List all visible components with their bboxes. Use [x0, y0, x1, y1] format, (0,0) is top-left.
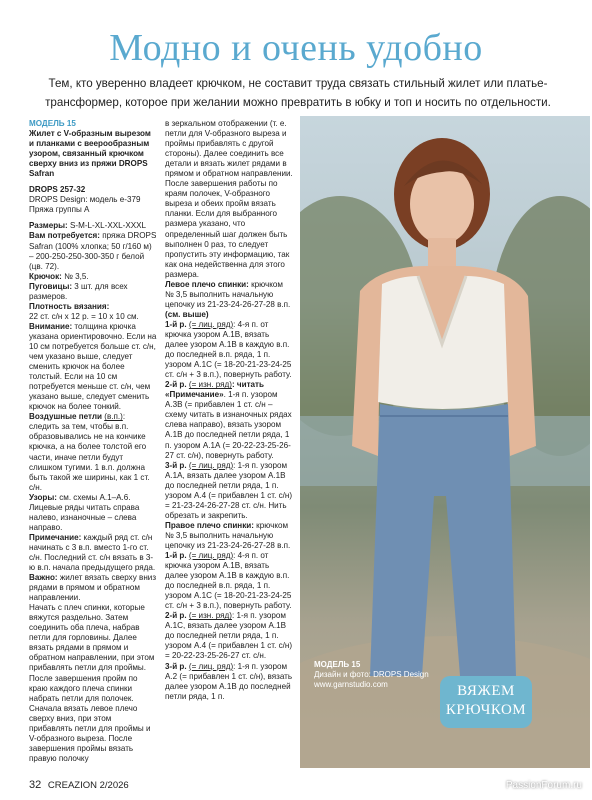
row-3-type: (= лиц. ряд) — [188, 460, 234, 470]
right-row-3-text: : 1-я п. узором А.2 (= прибавлен 1 ст. с/н), вязать далее узором А.1В до последней петли ряда, 1 п. — [165, 661, 293, 701]
air-loops-line — [29, 412, 157, 492]
right-row-2 — [165, 611, 293, 661]
materials-value: пряжа DROPS Safran (100% хлопка; 50 г/160 м) – 200-250-250-300-350 г белой (цв. 72). — [29, 231, 157, 271]
drops-design: DROPS Design: модель е-379 — [29, 195, 141, 205]
text-column-1 — [29, 119, 157, 764]
right-row-2-text: : 1-я п. узором А.1С, вязать далее узором А.1В до последней петли ряда, 1 п. узором А.4 (= прибавлен 1 ст. с/н) = 20-22-23-25-26-27 ст. с/н. — [165, 611, 293, 661]
right-row-3-type: (= лиц. ряд) — [188, 661, 234, 671]
buttons-value: 3 шт. для всех размеров. — [29, 281, 128, 301]
attention-line — [29, 322, 157, 412]
row-2-read-note: : читать «Примечание» — [165, 380, 264, 400]
sizes-value: S-M-L-XL-XXL-XXXL — [67, 221, 147, 231]
caption-model: МОДЕЛЬ 15 — [314, 660, 361, 669]
important-line — [29, 573, 157, 603]
magazine-issue: CREAZION 2/2026 — [47, 780, 129, 791]
row-2 — [165, 380, 293, 460]
page-footer — [29, 779, 129, 791]
drops-code: DROPS 257-32 — [29, 185, 86, 195]
method-paragraph: Начать с плеч спинки, которые вяжутся раздельно. Затем соединить оба плеча, набрав петли для горловины. Далее вязать рядами в прямом и обратном направлении, при этом прибавлять петли для проймы. После завершения пройм по краю каждого плеча спинки набрать петли для полочек. Сначала вязать левое плечо сверху вниз, при этом прибавлять петли для проймы и V-образного выреза. После завершения проймы вязать правую полочку — [29, 603, 155, 763]
model-heading: Жилет с V-образным вырезом и планками с веерообразным узором, связанный крючком сверху вниз из пряжи DROPS Safran — [29, 129, 151, 179]
right-row-2-label: 2-й р. — [165, 611, 187, 621]
badge-line-2: КРЮЧКОМ — [445, 702, 527, 718]
right-row-1-label: 1-й р. — [165, 551, 187, 561]
right-shoulder-label: Правое плечо спинки: — [165, 520, 254, 530]
row-1 — [165, 320, 293, 380]
patterns-label: Узоры: — [29, 492, 57, 502]
row-2-type: (= изн. ряд) — [188, 380, 232, 390]
lead-paragraph: Тем, кто уверенно владеет крючком, не составит труда связать стильный жилет или платье-трансформер, которое при желании можно превратить в юбку и топ и носить по отдельности. — [45, 77, 551, 109]
badge-line-1: ВЯЖЕМ — [457, 683, 515, 699]
right-row-3 — [165, 662, 293, 702]
important-label: Важно: — [29, 573, 58, 583]
buttons-line — [29, 282, 157, 302]
right-shoulder-intro: крючком № 3,5 выполнить начальную цепочку из 21-23-24-26-27-28 в.п. — [165, 520, 291, 550]
attention-label: Внимание: — [29, 321, 73, 331]
air-loops-value: : следить за тем, чтобы в.п. образовывались не на кончике крючка, а на более толстой его части, иначе петли будут слишком тугими. 1 в.п. должна быть такой же ширины, как 1 ст. с/н. — [29, 412, 150, 492]
text-column-2 — [165, 119, 293, 702]
row-1-label: 1-й р. — [165, 319, 187, 329]
patterns-value: см. схемы А.1–А.6. Лицевые ряды читать справа налево, изнаночные – слева направо. — [29, 492, 140, 532]
row-2-label: 2-й р. — [165, 380, 187, 390]
patterns-line — [29, 493, 157, 533]
materials-label: Вам потребуется: — [29, 231, 100, 241]
crochet-badge — [440, 676, 532, 728]
watermark: PassionForum.ru — [505, 780, 582, 791]
yarn-group: Пряжа группы А — [29, 205, 90, 215]
photo-caption — [314, 660, 434, 690]
row-3-text: : 1-я п. узором А.1А, вязать далее узором А.1В до последней петли ряда, 1 п. узором А.4 (= прибавлен 1 ст. с/н) = 21-23-24-26-27-28 ст. с/н. Нить обрезать и закрепить. — [165, 460, 293, 520]
note-line — [29, 533, 157, 573]
sizes-line — [29, 221, 157, 231]
right-shoulder-line — [165, 521, 293, 551]
caption-url: www.garnstudio.com — [314, 680, 388, 689]
air-loops-label: Воздушные петли — [29, 412, 102, 422]
page-title: Модно и очень удобно — [109, 27, 483, 69]
row-2-text: . 1-я п. узором А.3В (= прибавлен 1 ст. с/н – схему читать в изнаночных рядах слева направо), вязать узором А.1В до последней петли ряда, 1 п. узором А.1А (= 20-22-23-25-26-27 ст. с/н), повернуть работу. — [165, 390, 292, 460]
row-3-label: 3-й р. — [165, 460, 187, 470]
row-1-type: (= лиц. ряд) — [188, 319, 234, 329]
right-row-3-label: 3-й р. — [165, 661, 187, 671]
hook-value: № 3,5. — [61, 271, 89, 281]
gauge-label: Плотность вязания: — [29, 301, 110, 311]
sizes-label: Размеры: — [29, 221, 68, 231]
air-loops-abbr: (в.п.) — [104, 412, 123, 422]
right-row-2-type: (= изн. ряд) — [188, 611, 232, 621]
hook-label: Крючок: — [29, 271, 62, 281]
right-row-1 — [165, 551, 293, 611]
model-label: МОДЕЛЬ 15 — [29, 119, 76, 128]
page-number: 32 — [29, 779, 42, 791]
note-label: Примечание: — [29, 532, 82, 542]
important-value: жилет вязать сверху вниз рядами в прямом и обратном направлении. — [29, 573, 157, 603]
left-shoulder-intro: крючком № 3,5 выполнить начальную цепочку из 21-23-24-26-27-28 в.п. — [165, 279, 291, 309]
buttons-label: Пуговицы: — [29, 281, 73, 291]
right-row-1-type: (= лиц. ряд) — [188, 551, 234, 561]
materials-line — [29, 231, 157, 271]
row-1-text: : 4-я п. от крючка узором А.1В, вязать далее узором А.1В в каждую в.п. до последней в.п. ряда, 1 п. узором А.1С (= 18-20-21-23-24-25 ст. с/н + 3 в.п.), повернуть работу. — [165, 319, 292, 380]
gauge-value: 22 ст. с/н х 12 р. = 10 х 10 см. — [29, 311, 139, 321]
left-shoulder-label: Левое плечо спинки: — [165, 279, 249, 289]
right-row-1-text: : 4-я п. от крючка узором А.1В, вязать далее узором А.1В в каждую в.п. до последней в.п. ряда, 1 п. узором А.1С (= 18-20-21-23-24-25 ст. с/н + 3 в.п.), повернуть работу. — [165, 551, 292, 611]
hook-line — [29, 272, 157, 282]
row-3 — [165, 461, 293, 521]
note-value: каждый ряд ст. с/н начинать с 3 в.п. вместо 1-го ст. с/н. Последний ст. с/н вязать в 3-ю в.п. начала предыдущего ряда. — [29, 532, 156, 573]
intro-paragraph: в зеркальном отображении (т. е. петли для V-образного выреза и проймы прибавлять с другой стороны). Далее соединить все детали и вязать жилет рядами в прямом и обратном направлении. После завершения работы по краям полочек, V-образного выреза и обеих пройм вязать планки. Если для выбранного размера указано, что определенный шаг должен быть выполнен 0 раз, то следует пропустить эту информацию, так как она недейственна для этого размера. — [165, 119, 293, 279]
attention-value: толщина крючка указана ориентировочно. Если на 10 см потребуется больше ст. с/н, чем указано выше, следует сменить крючок на более толстый. Если на 10 см потребуется меньше ст. с/н, чем указано выше, следует сменить крючок на более тонкий. — [29, 321, 157, 412]
left-shoulder-see-above: (см. выше) — [165, 309, 209, 319]
caption-credit: Дизайн и фото: DROPS Design — [314, 670, 429, 679]
left-shoulder-line — [165, 280, 293, 320]
